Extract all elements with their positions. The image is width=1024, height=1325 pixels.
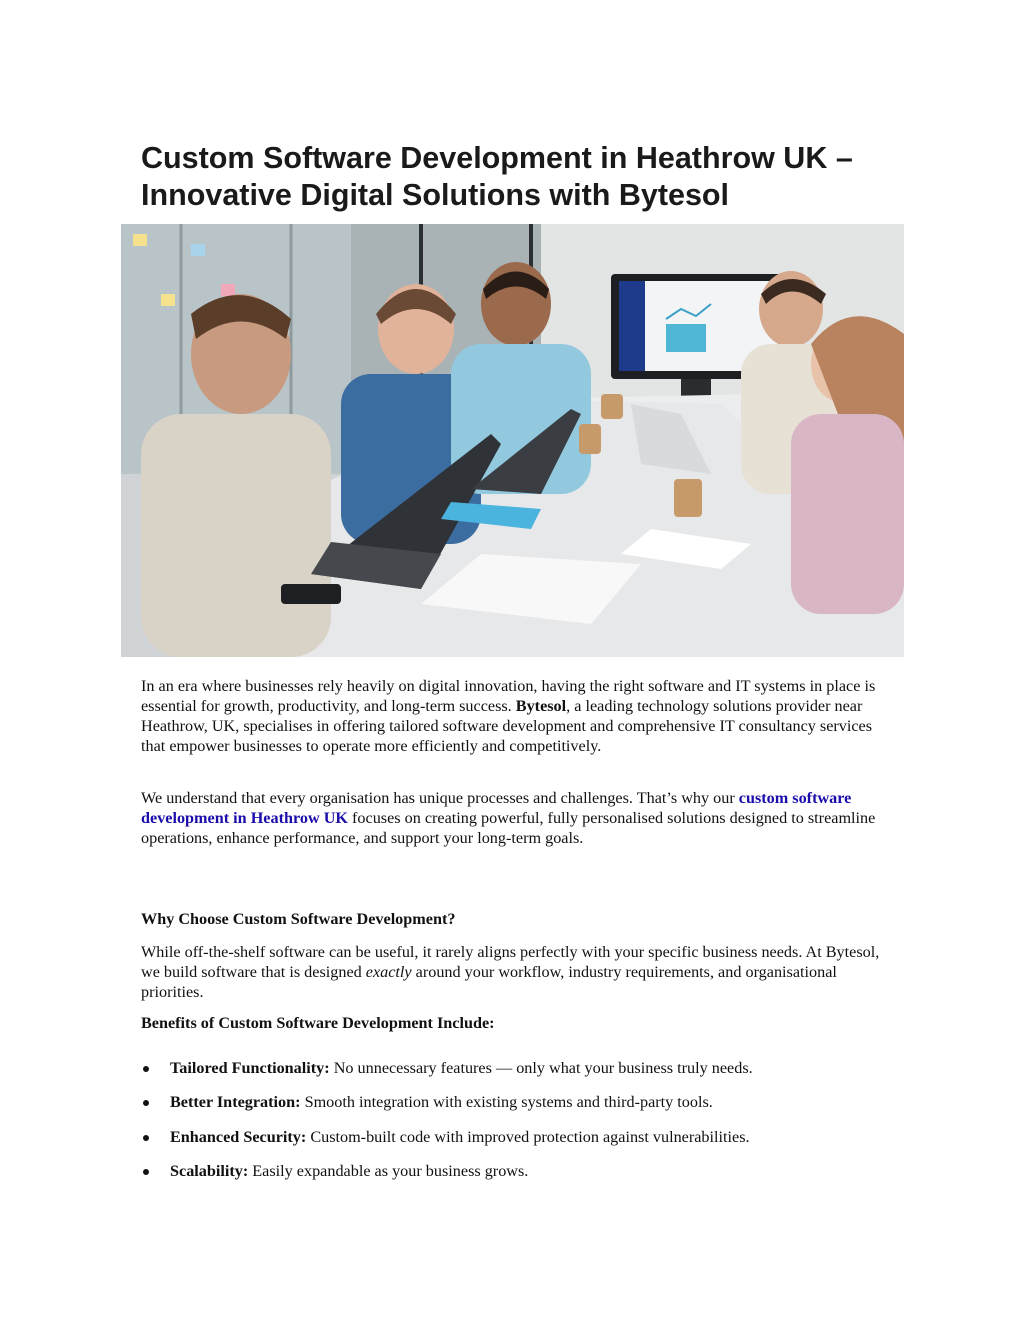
custom-software-link[interactable]: custom software development in Heathrow UK xyxy=(141,789,852,827)
why-text-1: While off-the-shelf software can be useful, it rarely aligns perfectly with your specific business needs. At Bytesol, we build software that is designed xyxy=(141,943,880,981)
bullet-icon xyxy=(143,1066,149,1072)
benefit-text: Easily expandable as your business grows. xyxy=(248,1161,529,1180)
list-item xyxy=(141,1091,901,1125)
bullet-icon xyxy=(143,1135,149,1141)
team-meeting-photo xyxy=(121,224,904,657)
list-item xyxy=(141,1160,901,1194)
intro-paragraph-1 xyxy=(141,676,891,756)
benefit-text: Custom-built code with improved protection against vulnerabilities. xyxy=(306,1127,750,1146)
benefit-text: No unnecessary features — only what your business truly needs. xyxy=(329,1059,753,1077)
intro-text-1: In an era where businesses rely heavily on digital innovation, having the right software and IT systems in place is essential for growth, productivity, and long-term success. xyxy=(141,677,876,715)
benefits-heading: Benefits of Custom Software Development Include: xyxy=(141,1014,495,1032)
intro-text-3: We understand that every organisation has unique processes and challenges. That’s why our xyxy=(141,789,739,807)
brand-name: Bytesol xyxy=(515,697,567,715)
why-paragraph xyxy=(141,942,891,1002)
emphasis-exactly: exactly xyxy=(365,963,412,981)
benefit-label: Scalability: xyxy=(170,1161,249,1180)
bullet-icon xyxy=(143,1169,149,1175)
intro-paragraph-2 xyxy=(141,788,891,848)
intro-text-2: , a leading technology solutions provider near Heathrow, UK, specialises in offering tailored software development and comprehensive IT consultancy services that empower businesses to operate more efficiently and competitively. xyxy=(141,697,873,755)
benefit-text: Smooth integration with existing systems and third-party tools. xyxy=(300,1093,713,1112)
page-title xyxy=(141,140,921,214)
bullet-icon xyxy=(143,1100,149,1106)
title-line-1: Custom Software Development in Heathrow UK – xyxy=(141,141,853,175)
why-text-2: around your workflow, industry requirements, and organisational priorities. xyxy=(141,963,837,1001)
benefit-label: Tailored Functionality: xyxy=(170,1059,330,1077)
benefits-list xyxy=(141,1057,901,1194)
benefit-label: Better Integration: xyxy=(170,1093,301,1112)
list-item xyxy=(141,1126,901,1160)
title-line-2: Innovative Digital Solutions with Bytesol xyxy=(141,178,730,212)
list-item xyxy=(141,1057,901,1091)
intro-text-4: focuses on creating powerful, fully personalised solutions designed to streamline operations, enhance performance, and support your long-term goals. xyxy=(141,809,876,847)
why-heading: Why Choose Custom Software Development? xyxy=(141,910,456,928)
benefit-label: Enhanced Security: xyxy=(170,1127,307,1146)
